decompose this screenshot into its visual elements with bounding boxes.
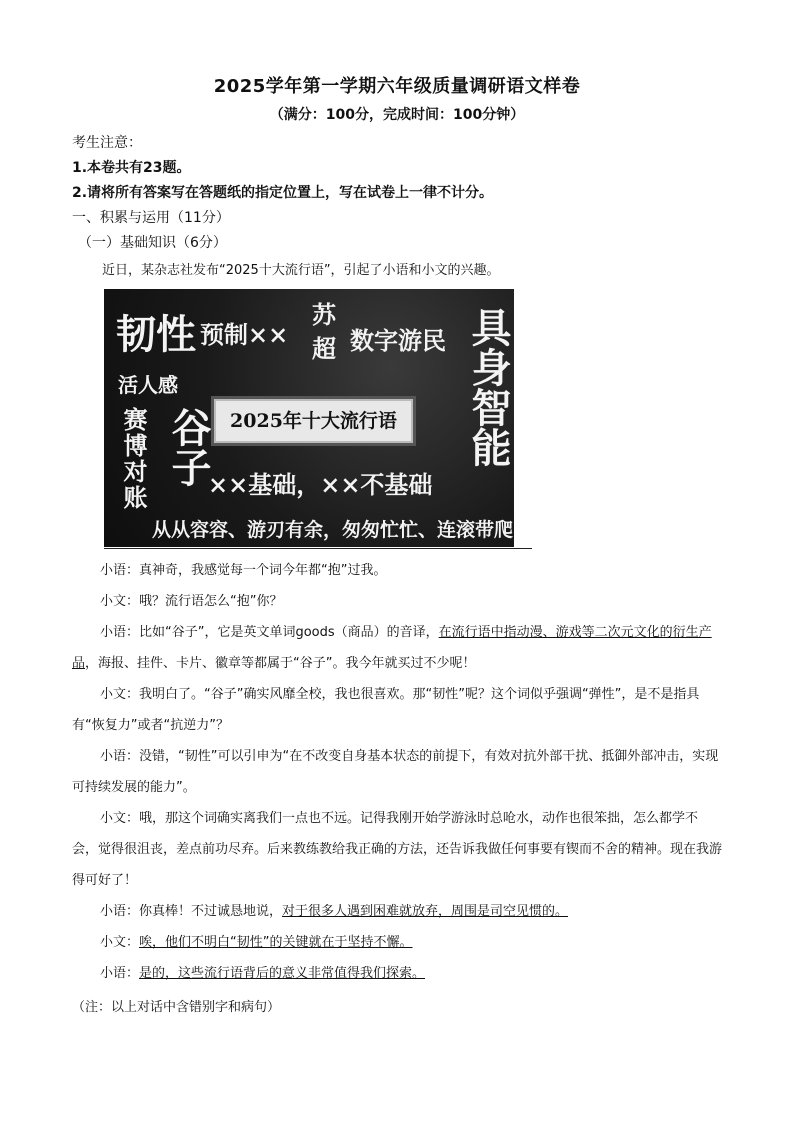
buzzword-poster: [104, 289, 514, 547]
poster-word-shuzi: 数字游民: [350, 326, 446, 355]
dialogue-line-3: [72, 617, 722, 679]
dialogue-line-2: 小文：哦？流行语怎么“抱”你？: [100, 594, 283, 609]
poster-word-jishen: 具身智能: [465, 307, 512, 467]
poster-banner: [214, 399, 413, 443]
dialogue-line-3-underlined: 在流行语中指动漫、游戏等二次元文化的衍生产品: [72, 625, 712, 671]
dialogue-line-7: [72, 896, 722, 927]
poster-word-guzi: 谷子: [165, 407, 212, 487]
dialogue-line-8-underlined: 唉，他们不明白“韧性”的关键就在于坚持不懈。: [139, 935, 413, 950]
poster-word-saibo: 赛博对账: [119, 407, 148, 511]
subsection-1: （一）基础知识（6分）: [78, 235, 227, 251]
exam-title: 2025学年第一学期六年级质量调研语文样卷: [213, 76, 581, 97]
dialogue-line-4: 小文：我明白了。“谷子”确实风靡全校，我也很喜欢。那“韧性”呢？这个词似乎强调“弹性”，是不是指具有“恢复力”或者“抗逆力”？: [72, 687, 700, 733]
dialogue-line-6: 小文：哦，那这个词确实离我们一点也不远。记得我刚开始学游泳时总呛水，动作也很笨拙，怎么都学不会，觉得很沮丧，差点前功尽弃。后来教练教给我正确的方法，还告诉我做任何事要有锲而不舍的精神。现在我游得可好了！: [72, 811, 723, 888]
dialogue-line-3-a: 小语：比如“谷子”，它是英文单词goods（商品）的音译，: [100, 625, 439, 640]
dialogue-line-7-a: 小语：你真棒！不过诚恳地说，: [100, 904, 283, 919]
dialogue-line-8: [72, 927, 722, 958]
notice-heading: 考生注意：: [72, 135, 142, 151]
poster-banner-text: 2025年十大流行语: [230, 410, 397, 432]
notice-item-2: 2.请将所有答案写在答题纸的指定位置上，写在试卷上一律不计分。: [72, 185, 494, 201]
poster-word-huorengan: 活人感: [118, 373, 178, 397]
dialogue-line-3-b: ，海报、挂件、卡片、徽章等都属于“谷子”。我今年就买过不少呢！: [85, 656, 476, 671]
poster-word-yuzhi: 预制××: [200, 320, 289, 349]
poster-word-su: 苏: [312, 300, 336, 329]
poster-underline: [104, 548, 532, 549]
poster-word-renxing: 韧性: [116, 311, 196, 358]
poster-word-congrong: 从从容容、游刃有余，匆匆忙忙、连滚带爬: [152, 519, 514, 541]
poster-word-jichu: ××基础，××不基础: [208, 470, 433, 499]
dialogue-line-7-underlined: 对于很多人遇到困难就放弃，周围是司空见惯的。: [282, 904, 569, 919]
exam-subtitle: （满分：100分，完成时间：100分钟）: [269, 107, 525, 123]
notice-item-1: 1.本卷共有23题。: [72, 160, 191, 176]
poster-word-chao: 超: [312, 334, 336, 363]
dialogue-line-1: 小语：真神奇，我感觉每一个词今年都“抱”过我。: [100, 563, 387, 578]
section-part-1: 一、积累与运用（11分）: [72, 210, 230, 226]
footnote: （注：以上对话中含错别字和病句）: [72, 1000, 281, 1015]
dialogue-line-9-a: 小语：: [100, 966, 140, 981]
intro-text: 近日，某杂志社发布“2025十大流行语”，引起了小语和小文的兴趣。: [102, 263, 500, 278]
dialogue-line-8-a: 小文：: [100, 935, 140, 950]
dialogue-line-9: [72, 958, 722, 989]
dialogue-line-5: 小语：没错，“韧性”可以引申为“在不改变自身基本状态的前提下，有效对抗外部干扰、抵御外部冲击，实现可持续发展的能力”。: [72, 749, 719, 795]
dialogue-line-9-underlined: 是的，这些流行语背后的意义非常值得我们探索。: [139, 966, 426, 981]
